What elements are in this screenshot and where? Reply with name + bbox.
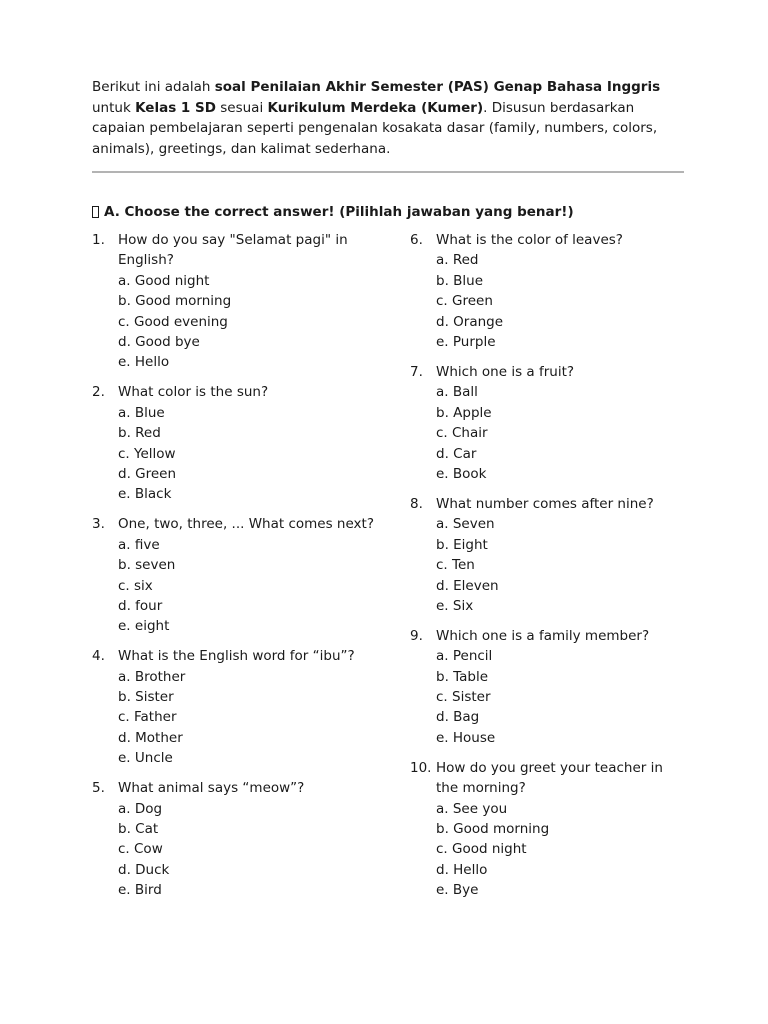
left-question-column — [92, 230, 382, 910]
question-item — [92, 778, 382, 900]
answer-option: c. Good night — [436, 841, 527, 858]
section-title — [92, 202, 684, 222]
answer-option: b. Good morning — [118, 293, 232, 310]
answer-option: e. Six — [436, 597, 474, 614]
answer-option: d. Bag — [436, 709, 480, 726]
intro-text-4: . Disusun berdasarkan capaian pembelajaran seperti pengenalan kosakata dasar (family, numbers, colors, animals), greetings, dan kalimat sederhana. — [92, 99, 658, 157]
question-body — [118, 778, 382, 900]
question-body — [436, 758, 684, 901]
answer-option: b. Blue — [436, 272, 484, 289]
answer-option: a. See you — [436, 800, 508, 817]
right-question-column — [410, 230, 684, 910]
question-number: 7. — [410, 363, 423, 380]
answer-option: d. Eleven — [436, 577, 499, 594]
question-number: 3. — [92, 516, 105, 533]
question-text: How do you greet your teacher in the morning? — [436, 759, 663, 797]
question-text: What is the English word for “ibu”? — [118, 648, 355, 665]
question-number: 1. — [92, 232, 105, 248]
question-body — [118, 230, 382, 373]
answer-option: a. Dog — [118, 800, 163, 817]
question-text: One, two, three, ... What comes next? — [118, 516, 375, 533]
document-page — [92, 77, 684, 899]
answer-option: d. Mother — [118, 729, 183, 746]
answer-option: b. Apple — [436, 404, 492, 421]
answer-option: a. Seven — [436, 516, 495, 533]
answer-option: a. five — [118, 536, 160, 553]
question-item — [92, 514, 382, 636]
answer-option: e. Bird — [118, 882, 162, 899]
question-number: 8. — [410, 495, 423, 512]
horizontal-divider — [92, 171, 684, 173]
question-number: 4. — [92, 648, 105, 665]
question-body — [118, 382, 382, 504]
intro-paragraph — [92, 77, 684, 159]
section-title-text: A. Choose the correct answer! (Pilihlah jawaban yang benar!) — [104, 204, 574, 220]
question-number: 10. — [410, 759, 432, 776]
intro-bold-exam-name: soal Penilaian Akhir Semester (PAS) Genap Bahasa Inggris — [214, 79, 661, 95]
question-number: 2. — [92, 384, 105, 401]
answer-option: b. Sister — [118, 689, 174, 706]
question-number: 5. — [92, 780, 105, 797]
answer-option: c. Green — [436, 293, 493, 310]
answer-option: c. Yellow — [118, 445, 176, 462]
answer-option: e. Hello — [118, 354, 170, 371]
question-item — [410, 362, 684, 484]
answer-option: b. Cat — [118, 820, 159, 837]
question-body — [436, 362, 684, 484]
question-text: What animal says “meow”? — [118, 780, 305, 797]
answer-option: e. Book — [436, 465, 487, 482]
intro-text-3: sesuai — [215, 99, 268, 116]
question-item — [410, 626, 684, 748]
question-item — [410, 758, 684, 901]
question-number: 9. — [410, 627, 423, 644]
answer-option: d. Car — [436, 445, 477, 462]
question-item — [92, 230, 382, 373]
question-body — [118, 514, 382, 636]
intro-bold-grade: Kelas 1 SD — [135, 99, 216, 116]
answer-option: b. Table — [436, 668, 489, 685]
answer-option: c. Good evening — [118, 313, 228, 330]
answer-option: d. Orange — [436, 313, 504, 330]
answer-option: c. Sister — [436, 689, 491, 706]
question-text: How do you say "Selamat pagi" in English? — [118, 232, 348, 269]
answer-option: a. Blue — [118, 404, 165, 421]
answer-option: c. six — [118, 577, 153, 594]
answer-option: b. Red — [118, 425, 161, 442]
intro-bold-curriculum: Kurikulum Merdeka (Kumer) — [267, 99, 484, 116]
intro-text-2: untuk — [92, 99, 136, 116]
answer-option: c. Ten — [436, 557, 475, 574]
answer-option: e. Bye — [436, 882, 479, 899]
missing-glyph-icon — [92, 206, 99, 218]
question-body — [118, 646, 382, 768]
question-number: 6. — [410, 232, 423, 248]
answer-option: d. Green — [118, 465, 177, 482]
intro-text-1: Berikut ini adalah — [92, 79, 215, 95]
answer-option: a. Brother — [118, 668, 186, 685]
answer-option: b. Eight — [436, 536, 488, 553]
answer-option: a. Ball — [436, 384, 478, 401]
question-text: Which one is a fruit? — [436, 363, 575, 380]
answer-option: c. Father — [118, 709, 177, 726]
question-body — [436, 626, 684, 748]
answer-option: e. Black — [118, 486, 172, 503]
answer-option: a. Pencil — [436, 648, 493, 665]
answer-option: e. Uncle — [118, 750, 173, 767]
answer-option: b. seven — [118, 557, 176, 574]
answer-option: e. Purple — [436, 334, 496, 351]
answer-option: d. Duck — [118, 861, 170, 878]
answer-option: e. House — [436, 729, 496, 746]
answer-option: c. Cow — [118, 841, 163, 858]
question-item — [92, 646, 382, 768]
question-item — [410, 230, 684, 352]
answer-option: d. Good bye — [118, 334, 200, 351]
question-text: Which one is a family member? — [436, 627, 650, 644]
answer-option: d. four — [118, 597, 163, 614]
answer-option: e. eight — [118, 618, 170, 635]
question-item — [410, 494, 684, 616]
question-item — [92, 382, 382, 504]
answer-option: a. Red — [436, 252, 479, 269]
question-text: What is the color of leaves? — [436, 232, 623, 248]
answer-option: d. Hello — [436, 861, 488, 878]
question-body — [436, 230, 684, 352]
question-text: What number comes after nine? — [436, 495, 654, 512]
question-body — [436, 494, 684, 616]
answer-option: c. Chair — [436, 425, 488, 442]
answer-option: a. Good night — [118, 272, 210, 289]
question-text: What color is the sun? — [118, 384, 269, 401]
answer-option: b. Good morning — [436, 820, 550, 837]
